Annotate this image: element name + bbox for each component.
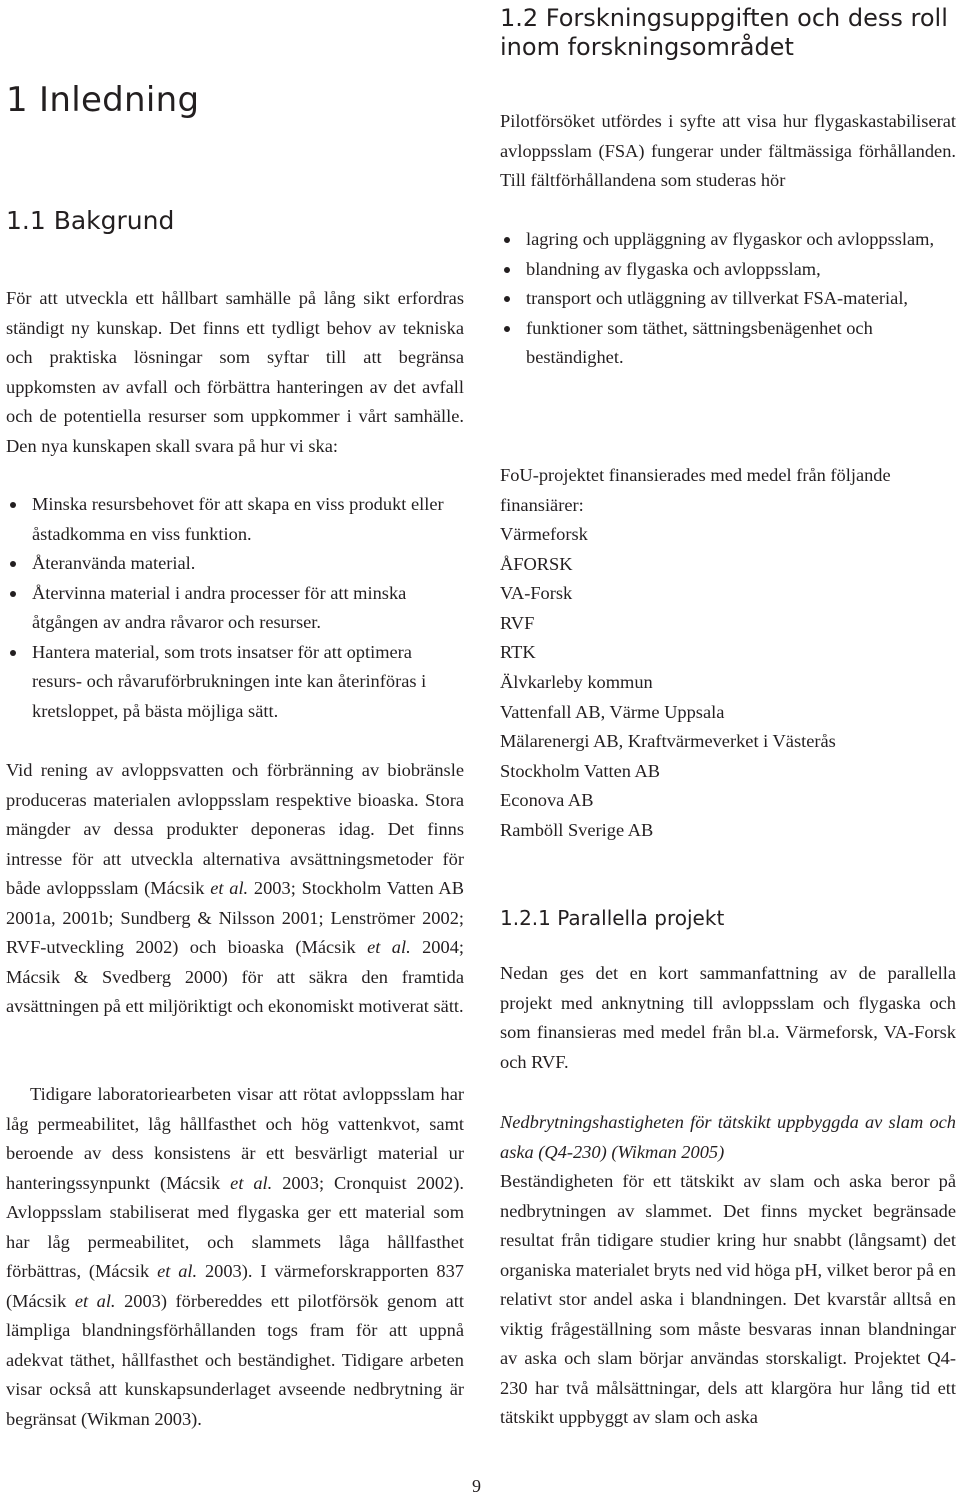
list-item: Econova AB — [500, 790, 594, 811]
chapter-title: 1 Inledning — [6, 80, 200, 120]
parallel-projects-intro: Nedan ges det en kort sammanfattning av de parallella projekt med anknytning till avloppsslam och flygaska och som finansieras med medel från bl.a. Värmeforsk, VA-Forsk och RVF. — [500, 963, 956, 1072]
list-item: funktioner som täthet, sättningsbenägenhet och beständighet. — [500, 314, 956, 373]
list-item: blandning av flygaska och avloppsslam, — [500, 255, 956, 285]
funders-list — [500, 520, 956, 846]
list-item: Mälarenergi AB, Kraftvärmeverket i Västerås — [500, 731, 836, 752]
list-item: Älvkarleby kommun — [500, 671, 653, 692]
paragraph-previous-work: Tidigare laboratoriearbeten visar att rötat avloppsslam har låg permeabilitet, låg hållfasthet och hög vattenkvot, samt beroende av dess konsistens är ett besvärligt material ur hanteringssynpunkt (Mácsik et al. 2003; Cronquist 2002). Avloppsslam stabiliserat med flygaska ger ett material som har låg permeabilitet, och slammets låga hållfasthet förbättras, (Mácsik et al. 2003). I värmeforskrapporten 837 (Mácsik et al. 2003) förbereddes ett pilotförsök genom att lämpliga blandningsförhållanden togs fram för att uppnå adekvat täthet, hållfasthet och beständighet. Tidigare arbeten visar också att kunskapsunderlaget avseende nedbrytning är begränsat (Wikman 2003). — [6, 1084, 464, 1429]
list-item: Återanvända material. — [6, 549, 464, 579]
list-item: Vattenfall AB, Värme Uppsala — [500, 701, 725, 722]
page-number: 9 — [472, 1476, 481, 1496]
list-item: Hantera material, som trots insatser för att optimera resurs- och råvaruförbrukningen inte kan återinföras i kretsloppet, på bästa möjliga sätt. — [6, 638, 464, 727]
list-item: ÅFORSK — [500, 553, 573, 574]
list-item: Minska resursbehovet för att skapa en viss produkt eller åstadkomma en viss funktion. — [6, 490, 464, 549]
et-al: et al. — [210, 878, 249, 898]
section-heading-1-2-1: 1.2.1 Parallella projekt — [500, 906, 725, 930]
list-item: Värmeforsk — [500, 524, 588, 544]
list-item: Ramböll Sverige AB — [500, 819, 654, 840]
list-item: RVF — [500, 612, 535, 633]
project-description: Beständigheten för ett tätskikt av slam och aska beror på nedbrytningen av slammet. Det finns mycket begränsade resultat från tidigare studier kring hur snabbt (långsamt) det organiska materialet bryts ned vid höga pH, vilket beror på en relativt stor andel aska i blandningen. Det kvarstår alltså en viktig frågeställning som måste besvaras innan blandningar av aska och slam börjar användas storskaligt. Projektet Q4-230 har två målsättningar, dels att klargöra hur lång tid ett tätskikt uppbyggt av slam och aska — [500, 1171, 956, 1427]
intro-paragraph: För att utveckla ett hållbart samhälle på lång sikt erfordras ständigt ny kunskap. Det finns ett tydligt behov av tekniska och praktiska lösningar som syftar till att begränsa uppkomsten av avfall och förbättra hanteringen av det avfall och de potentiella resurser som uppkommer i vårt samhälle. Den nya kunskapen skall svara på hur vi ska: — [6, 288, 464, 456]
section-heading-1-1: 1.1 Bakgrund — [6, 206, 175, 235]
list-item: transport och utläggning av tillverkat FSA-material, — [500, 284, 956, 314]
paragraph-treatment: Vid rening av avloppsvatten och förbränning av biobränsle produceras materialen avloppsslam respektive bioaska. Stora mängder av dessa produkter deponeras idag. Det finns intresse för att utveckla alternativa avsättningsmetoder för både avloppsslam (Mácsik et al. 2003; Stockholm Vatten AB 2001a, 2001b; Sundberg & Nilsson 2001; Lenströmer 2002; RVF-utveckling 2002) och bioaska (Mácsik et al. 2004; Mácsik & Svedberg 2000) för att säkra den framtida avsättningen på ett miljöriktigt och ekonomiskt motiverat sätt. — [6, 760, 464, 1016]
list-item: lagring och uppläggning av flygaskor och avloppsslam, — [500, 225, 956, 255]
funding-intro: FoU-projektet finansierades med medel från följande finansiärer: — [500, 465, 891, 515]
list-item: RTK — [500, 642, 536, 663]
et-al: et al. — [367, 937, 411, 957]
section-heading-1-2: 1.2 Forskningsuppgiften och dess roll inom forskningsområdet — [500, 4, 948, 61]
pilot-paragraph: Pilotförsöket utfördes i syfte att visa hur flygaskastabiliserat avloppsslam (FSA) fungerar under fältmässiga förhållanden. Till fältförhållandena som studeras hör — [500, 111, 956, 190]
et-al: et al. — [157, 1261, 198, 1281]
list-item: Stockholm Vatten AB — [500, 760, 661, 781]
et-al: et al. — [230, 1172, 273, 1193]
field-conditions-list — [500, 225, 956, 373]
goals-bullet-list — [6, 490, 464, 726]
project-title: Nedbrytningshastigheten för tätskikt uppbyggda av slam och aska (Q4-230) (Wikman 2005) — [500, 1112, 956, 1162]
et-al: et al. — [74, 1290, 116, 1311]
list-item: VA-Forsk — [500, 583, 573, 604]
list-item: Återvinna material i andra processer för att minska åtgången av andra råvaror och resurser. — [6, 579, 464, 638]
